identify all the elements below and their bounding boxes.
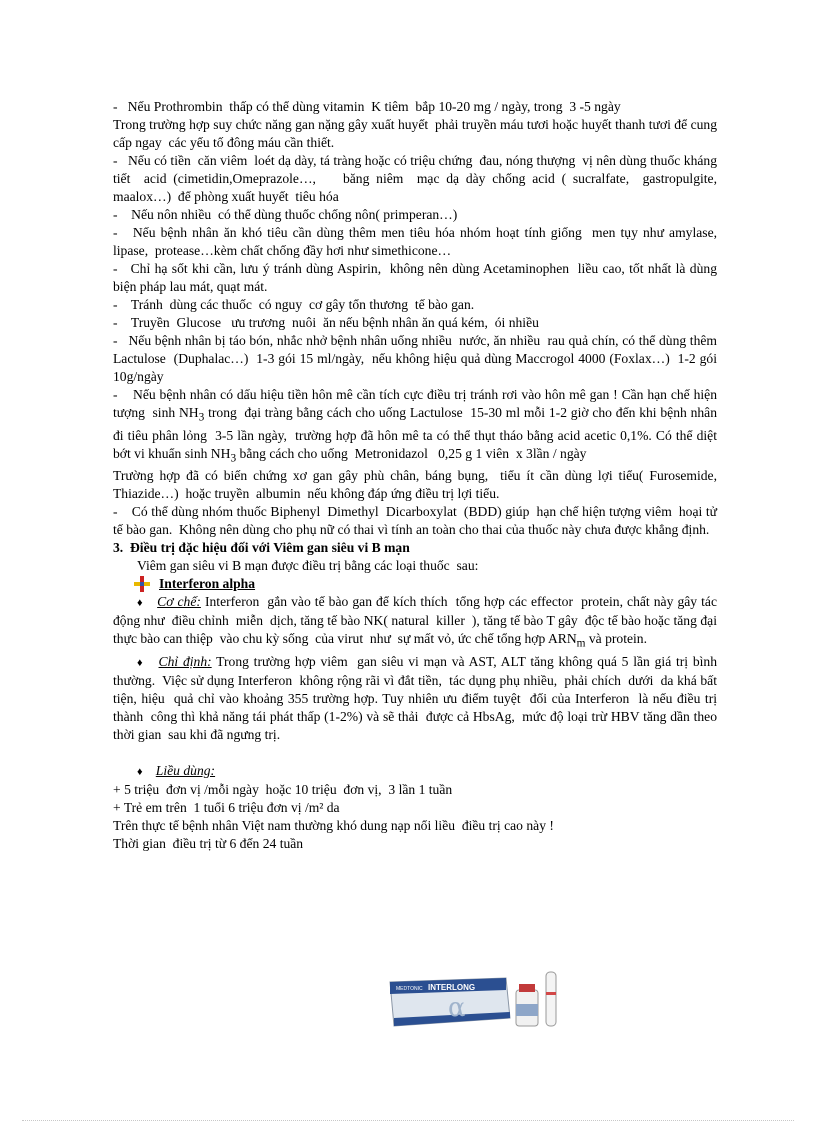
paragraph: - Truyền Glucose ưu trương nuôi ăn nếu bệnh nhân ăn quá kém, ói nhiều: [113, 315, 539, 330]
alpha-symbol: α: [448, 993, 466, 1023]
mechanism-text-end: và protein.: [585, 631, 647, 647]
nh3-subscript-2: 3: [230, 452, 237, 465]
paragraph-nh3: [113, 386, 724, 467]
paragraph: - Chỉ hạ sốt khi cần, lưu ý tránh dùng Aspirin, không nên dùng Acetaminophen liều cao, tốt nhất là dùng biện pháp lau mát, quạt mát.: [113, 261, 721, 294]
indication-label: Chỉ định:: [158, 654, 212, 670]
mechanism-paragraph: [113, 593, 721, 653]
section-intro: Viêm gan siêu vi B mạn được điều trị bằng các loại thuốc sau:: [137, 558, 479, 574]
paragraph: - Nếu nôn nhiều có thể dùng thuốc chống nôn( primperan…): [113, 207, 458, 222]
box-label: INTERLONG: [428, 983, 476, 992]
diamond-bullet-icon: ♦: [137, 766, 143, 779]
dosage-line: + 5 triệu đơn vị /mỗi ngày hoặc 10 triệu đơn vị, 3 lần 1 tuần: [113, 782, 453, 798]
diamond-bullet-icon: ♦: [137, 597, 143, 610]
mechanism-subscript: m: [576, 638, 586, 651]
page-footer-divider: [22, 1120, 794, 1121]
paragraph: - Nếu có tiền căn viêm loét dạ dày, tá tràng hoặc có triệu chứng đau, nóng thượng vị nên dùng thuốc kháng tiết acid (cimetidin,Omeprazole…, băng niêm mạc dạ dày chống acid ( sucralfate, gastropulgite, maalox…) để phòng xuất huyết tiêu hóa: [113, 153, 724, 204]
dosage-line: Trên thực tế bệnh nhân Việt nam thường khó dung nạp nổi liều điều trị cao này !: [113, 818, 554, 834]
product-image: [388, 968, 572, 1030]
nh3-text-3: bằng cách cho uống Metronidazol 0,25 g 1 viên x 3lần / ngày: [236, 445, 587, 461]
paragraph: - Có thể dùng nhóm thuốc Biphenyl Dimethyl Dicarboxylat (BDD) giúp hạn chế hiện tượng viêm hoại tử tế bào gan. Không nên dùng cho phụ nữ có thai vì tính an toàn cho thai của thuốc này chưa được khẳng định.: [113, 504, 721, 538]
document-body: [113, 98, 724, 853]
mechanism-text: Interferon gắn vào tế bào gan để kích thích tổng hợp các effector protein, chất này gây tác động như điều chỉnh miễn dịch, tăng tế bào NK( natural killer ), tăng tế bào T gây độc tế bào hoặc tăng đại thực bào can thiệp vào chu kỳ sống của virut như sự mất vỏ, ức chế tổng hợp ARN: [113, 594, 721, 647]
nh3-text-2: trong đại tràng bằng cách cho uống Lactulose 15-30 ml mỗi 1-2 giờ cho đến khi bệnh nhân đi tiêu phân lỏng 3-5 lần ngày, trường hợp đã hôn mê ta có thể thụt tháo bằng acid acetic 0,1%. Có thể diệt bớt vi khuẩn sinh NH: [113, 405, 724, 461]
paragraph: Trong trường hợp suy chức năng gan nặng gây xuất huyết phải truyền máu tươi hoặc huyết thanh tươi để cung cấp ngay các yếu tố đông máu cần thiết.: [113, 117, 724, 150]
paragraph: - Nếu Prothrombin thấp có thể dùng vitamin K tiêm bắp 10-20 mg / ngày, trong 3 -5 ngày: [113, 99, 621, 114]
indication-text: Trong trường hợp viêm gan siêu vi mạn và AST, ALT tăng không quá 5 lần giá trị bình thường. Việc sử dụng Interferon không rộng rãi vì đắt tiền, tác dụng phụ nhiều, phải chích dưới da khá bất tiện, hiệu quả chỉ vào khoảng 355 trường hợp. Tuy nhiên ưu điểm tuyệt đối của Interferon là nếu điều trị thành công thì khả năng tái phát thấp (1-2%) và sẽ thải được cả HbsAg, mức độ loại trừ HBV tăng dần theo thời gian sau khi đã ngưng trị.: [113, 654, 721, 743]
mechanism-label: Cơ chế:: [157, 594, 201, 610]
dosage-line: + Trẻ em trên 1 tuổi 6 triệu đơn vị /m² da: [113, 800, 340, 816]
drug-title-row: [113, 575, 717, 593]
dosage-line: Thời gian điều trị từ 6 đến 24 tuần: [113, 836, 304, 852]
diamond-bullet-icon: ♦: [137, 657, 143, 670]
drug-title: Interferon alpha: [159, 576, 256, 592]
paragraph: - Nếu bệnh nhân ăn khó tiêu cần dùng thêm men tiêu hóa nhóm hoạt tính giống men tụy như amylase, lipase, protease…kèm chất chống đầy hơi như simethicone…: [113, 225, 724, 258]
dosage-label: Liều dùng:: [155, 763, 216, 779]
paragraph: Trường hợp đã có biến chứng xơ gan gây phù chân, báng bụng, tiểu ít cần dùng lợi tiểu( Furosemide, Thiazide…) hoặc truyền albumin nếu không đáp ứng điều trị lợi tiểu.: [113, 468, 724, 502]
section-heading: 3. Điều trị đặc hiệu đối với Viêm gan siêu vi B mạn: [113, 540, 410, 556]
dosage-heading: [113, 762, 717, 781]
paragraph: - Tránh dùng các thuốc có nguy cơ gây tổn thương tế bào gan.: [113, 297, 475, 312]
indication-paragraph: [113, 653, 721, 744]
nh3-subscript-1: 3: [198, 411, 205, 424]
box-brand: MEDTONIC: [396, 986, 423, 992]
nh3-text-1: - Nếu bệnh nhân có dấu hiệu tiền hôn mê cần tích cực điều trị tránh rơi vào hôn mê gan ! Cần hạn chế hiện tượng sinh NH: [113, 387, 721, 420]
cross-icon: [133, 575, 151, 593]
spacer: [113, 744, 717, 762]
paragraph: - Nếu bệnh nhân bị táo bón, nhắc nhở bệnh nhân uống nhiều nước, ăn nhiều rau quả chín, có thể dùng thêm Lactulose (Duphalac…) 1-3 gói 15 ml/ngày, nếu không hiệu quả dùng Maccrogol 4000 (Foxlax…) 1-2 gói 10g/ngày: [113, 333, 724, 384]
